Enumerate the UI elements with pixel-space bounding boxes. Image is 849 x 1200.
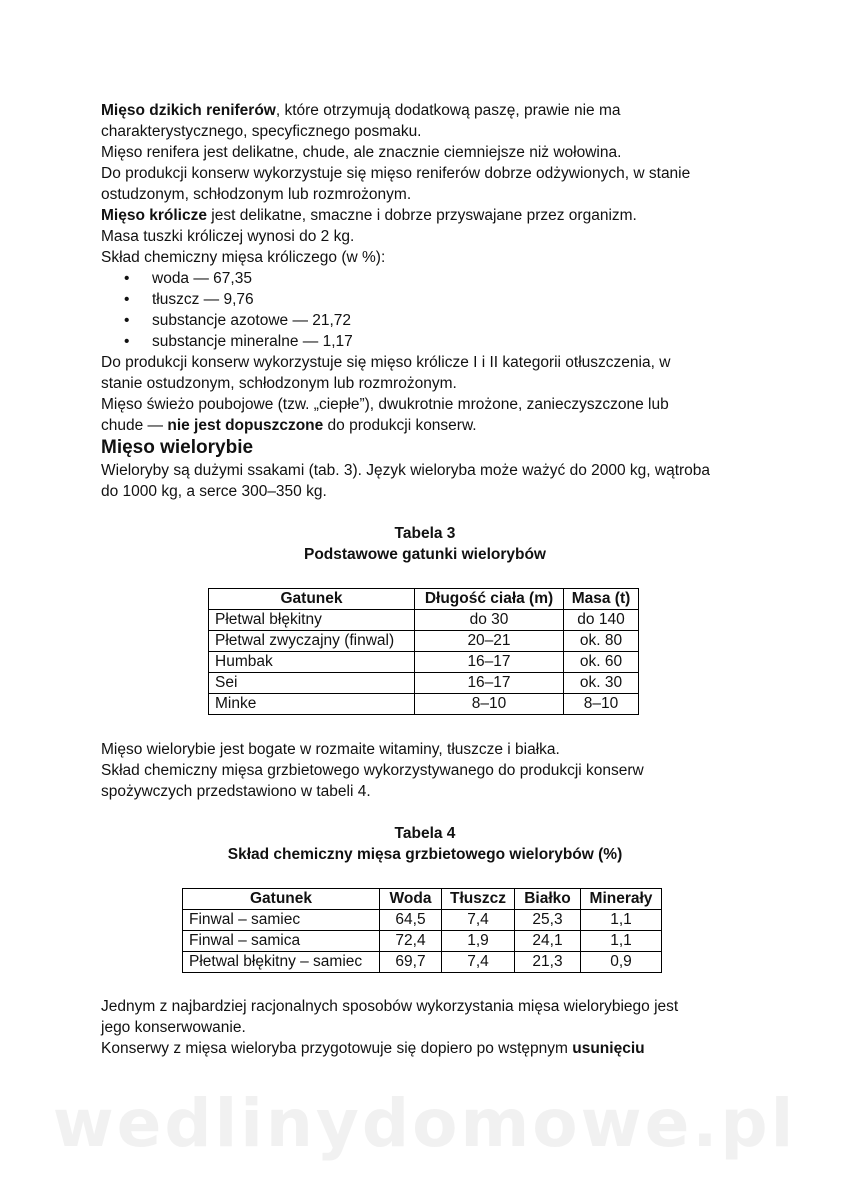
document-body: [101, 100, 761, 502]
table-row: Płetwal zwyczajny (finwal) 20–21 ok. 80: [209, 631, 639, 652]
table-row: Minke 8–10 8–10: [209, 694, 639, 715]
table4-caption: [101, 823, 749, 865]
table3-caption: [101, 523, 749, 565]
composition-list: [101, 268, 761, 352]
column-header: Białko: [515, 889, 581, 910]
table-number: Tabela 4: [394, 825, 456, 842]
paragraph-rabbit: Mięso królicze jest delikatne, smaczne i dobrze przyswajane przez organizm.: [101, 207, 637, 224]
paragraph-reindeer-meat: Mięso renifera jest delikatne, chude, ale znacznie ciemniejsze niż wołowina.: [101, 144, 622, 161]
table-title: Podstawowe gatunki wielorybów: [303, 546, 546, 563]
paragraph-whale-meat: Mięso wielorybie jest bogate w rozmaite witaminy, tłuszcze i białka.: [101, 741, 560, 758]
paragraph-line: spożywczych przedstawiono w tabeli 4.: [101, 783, 371, 800]
list-item: • woda — 67,35: [124, 270, 252, 287]
column-header: Długość ciała (m): [415, 589, 564, 610]
bullet-icon: •: [124, 291, 130, 308]
paragraph-reindeer-production: Do produkcji konserw wykorzystuje się mięso reniferów dobrze odżywionych, w stanie: [101, 165, 691, 182]
list-item: • substancje azotowe — 21,72: [124, 312, 352, 329]
table-row: Płetwal błękitny – samiec 69,7 7,4 21,3 0,9: [183, 952, 662, 973]
table-header-row: [183, 889, 662, 910]
paragraph-line: charakterystycznego, specyficznego posmaku.: [101, 123, 422, 140]
column-header: Tłuszcz: [442, 889, 515, 910]
closing-text: [101, 996, 761, 1059]
table-number: Tabela 3: [394, 525, 456, 542]
paragraph-rabbit-composition: Skład chemiczny mięsa króliczego (w %):: [101, 249, 386, 266]
paragraph-whale-composition: Skład chemiczny mięsa grzbietowego wykorzystywanego do produkcji konserw: [101, 762, 644, 779]
paragraph-line: stanie ostudzonym, schłodzonym lub rozmrożonym.: [101, 375, 457, 392]
column-header: Gatunek: [209, 589, 415, 610]
paragraph-conservation: Jednym z najbardziej racjonalnych sposobów wykorzystania mięsa wielorybiego jest: [101, 998, 679, 1015]
column-header: Minerały: [581, 889, 662, 910]
column-header: Woda: [380, 889, 442, 910]
bullet-icon: •: [124, 333, 130, 350]
list-item: • tłuszcz — 9,76: [124, 291, 254, 308]
middle-text: [101, 739, 761, 802]
paragraph-rabbit-mass: Masa tuszki króliczej wynosi do 2 kg.: [101, 228, 355, 245]
paragraph-rabbit-production: Do produkcji konserw wykorzystuje się mięso królicze I i II kategorii otłuszczenia, w: [101, 354, 671, 371]
table-row: Płetwal błękitny do 30 do 140: [209, 610, 639, 631]
watermark: wedlinydomowe.pl: [52, 1085, 797, 1162]
table-whale-composition: [182, 888, 662, 973]
paragraph-line: chude — nie jest dopuszczone do produkcji konserw.: [101, 417, 477, 434]
column-header: Masa (t): [564, 589, 639, 610]
table-title: Skład chemiczny mięsa grzbietowego wielorybów (%): [227, 846, 623, 863]
paragraph-line: ostudzonym, schłodzonym lub rozmrożonym.: [101, 186, 412, 203]
table-row: Sei 16–17 ok. 30: [209, 673, 639, 694]
paragraph-rabbit-restriction: Mięso świeżo poubojowe (tzw. „ciepłe”), dwukrotnie mrożone, zanieczyszczone lub: [101, 396, 669, 413]
bullet-icon: •: [124, 270, 130, 287]
table-row: Finwal – samiec 64,5 7,4 25,3 1,1: [183, 910, 662, 931]
paragraph-preparation: Konserwy z mięsa wieloryba przygotowuje się dopiero po wstępnym usunięciu: [101, 1040, 645, 1057]
table-header-row: [209, 589, 639, 610]
paragraph-reindeer-wild: Mięso dzikich reniferów, które otrzymują dodatkową paszę, prawie nie ma: [101, 102, 621, 119]
table-row: Finwal – samica 72,4 1,9 24,1 1,1: [183, 931, 662, 952]
list-item: • substancje mineralne — 1,17: [124, 333, 353, 350]
table-whale-species: [208, 588, 639, 715]
bullet-icon: •: [124, 312, 130, 329]
section-heading: Mięso wielorybie: [101, 437, 254, 458]
column-header: Gatunek: [183, 889, 380, 910]
table-row: Humbak 16–17 ok. 60: [209, 652, 639, 673]
paragraph-whales: Wieloryby są dużymi ssakami (tab. 3). Język wieloryba może ważyć do 2000 kg, wątroba: [101, 462, 711, 479]
paragraph-line: do 1000 kg, a serce 300–350 kg.: [101, 483, 327, 500]
paragraph-line: jego konserwowanie.: [101, 1019, 246, 1036]
